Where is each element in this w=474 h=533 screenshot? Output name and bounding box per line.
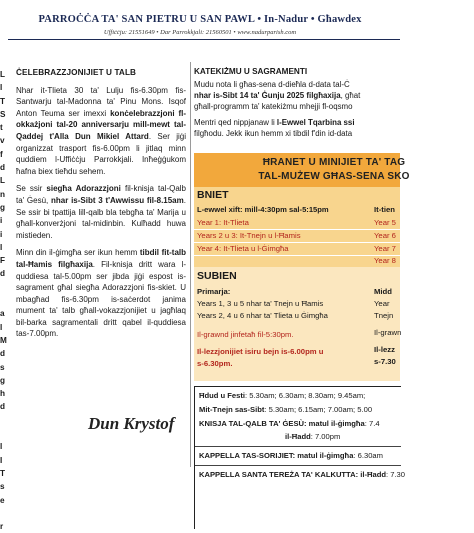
bniet-row: Year 1: It-Tlieta — [197, 218, 249, 227]
cutoff-char: r — [0, 522, 4, 532]
article-paragraph-2 — [16, 183, 186, 241]
header-divider — [8, 39, 400, 40]
text-span: Mentri qed nippjanaw li — [194, 118, 277, 128]
cutoff-char: F — [0, 256, 6, 266]
bniet-shift: L-ewwel xift: mill-4:30pm sal-5:15pm — [197, 205, 329, 214]
mass-times: : 6.30am — [353, 451, 383, 460]
bniet-row: Years 2 u 3: It-Tnejn u l-Ħamis — [197, 231, 301, 240]
sacraments-text — [194, 80, 400, 140]
sacraments-line — [194, 91, 400, 102]
bniet-row-right: Year 8 — [374, 256, 396, 265]
cutoff-char: l — [0, 242, 3, 252]
row-divider — [194, 229, 400, 230]
cutoff-char: e — [0, 495, 5, 505]
bniet-col2-heading: It-tien — [374, 205, 395, 214]
cutoff-char: g — [0, 202, 6, 212]
bniet-heading: BNIET — [197, 189, 229, 201]
cutoff-char: l — [0, 83, 3, 93]
cutoff-char: n — [0, 189, 6, 199]
museum-schedule-banner — [194, 153, 410, 187]
cutoff-char: i — [0, 229, 3, 239]
subien-section — [194, 267, 400, 381]
article-paragraph-1 — [16, 85, 186, 178]
mass-row — [199, 391, 365, 400]
column-divider — [190, 62, 191, 467]
cutoff-char: T — [0, 468, 6, 478]
mass-divider — [195, 465, 401, 466]
text-span-bold: nhar is-Sibt 3 t'Awwissu fil-8.15am — [51, 195, 184, 205]
cutoff-char — [0, 507, 14, 520]
mass-label: KAPPELLA TAS-SORIJIET: matul il-ġimgħa — [199, 451, 354, 460]
text-span: , għat — [340, 90, 361, 100]
mass-label: Ħdud u Festi — [199, 391, 245, 400]
cutoff-char: v — [0, 136, 5, 146]
cutoff-char — [0, 414, 14, 427]
sacraments-line — [194, 118, 400, 129]
cutoff-char: a — [0, 309, 5, 319]
bniet-section — [194, 187, 400, 267]
cutoff-char: d — [0, 269, 6, 279]
cutoff-char — [0, 294, 14, 307]
cutoff-char: d — [0, 402, 6, 412]
text-span-bold: tibdil fit-talb tal-Ħamis filgħaxija — [16, 248, 186, 269]
cutoff-char: i — [0, 216, 3, 226]
cutoff-char: L — [0, 70, 6, 79]
mass-divider — [195, 446, 401, 447]
sacraments-line: Mudu nota li għas-sena d-dieħla d-data tal-Ċ — [194, 80, 350, 89]
mass-times: : 7.00pm — [310, 432, 341, 441]
banner-line-1: ĦRANET U MINIJIET TA' TAG — [262, 157, 406, 168]
text-span: fil-knisja tal-Qalb ta' Ġesù, — [16, 184, 187, 205]
cutoff-char: h — [0, 389, 6, 399]
cutoff-char: s — [0, 482, 5, 492]
mass-row — [285, 432, 340, 441]
cutoff-char: t — [0, 123, 3, 133]
subien-heading: SUBIEN — [197, 270, 237, 282]
subien-lessons-right: Il-lezz — [374, 345, 395, 354]
sacraments-line: għall-programm ta' katekiżmu mhejji fl-oqsmo — [194, 101, 353, 111]
cutoff-char: l — [0, 442, 3, 452]
sacraments-heading: KATEKIŻMU U SAGRAMENTI — [194, 67, 308, 76]
subien-lessons: Il-lezzjonijiet isiru bejn is-6.00pm u — [197, 347, 324, 356]
cutoff-char: S — [0, 109, 6, 119]
cutoff-char — [0, 427, 14, 440]
mass-row — [199, 419, 380, 428]
cutoff-char: T — [0, 96, 6, 106]
row-divider — [194, 242, 400, 243]
mass-row — [199, 451, 383, 460]
text-span-bold: nhar is-Sibt 14 ta' Ġunju 2025 filgħaxija — [194, 90, 341, 100]
subien-col2-line: Year — [374, 299, 390, 308]
mass-row — [199, 470, 405, 479]
text-span-bold: l-Ewwel Tqarbina ssi — [276, 118, 355, 128]
mass-times: : 5.30am; 6.30am; 8.30am; 9.45am; — [244, 391, 366, 400]
subien-lessons: s-6.30pm. — [197, 359, 233, 368]
cutoff-char: l — [0, 322, 3, 332]
mass-row — [199, 405, 372, 414]
subien-line: Years 1, 3 u 5 nhar ta' Tnejn u Ħamis — [197, 299, 324, 308]
mass-times: : 5.30am; 6.15am; 7.00am; 5.00 — [264, 405, 373, 414]
article-celebrations — [16, 67, 186, 346]
bniet-row: Year 4: It-Tlieta u l-Ġimgħa — [197, 244, 289, 253]
bniet-row-right: Year 7 — [374, 244, 396, 253]
banner-line-2: TAL-MUŻEW GĦAS-SENA SKO — [258, 171, 410, 182]
mass-label: KAPPELLA SANTA TEREŻA TA' KALKUTTA: il-Ħadd — [199, 470, 386, 479]
text-span: . Fil-knisja dritt wara l-quddiesa tal-5.00pm ser jibda jiġi espost is-sagrament għal siegħa Adorazzjoni fis-skiet. U mbagħad fis-6.30pm is-saċerdot janima mument ta' talb għall-vokazzjonijiet u jagħlaq bil-barka sagramentali dritt qabel il-quddiesa tas-7.00pm. — [16, 259, 186, 339]
subien-line: Years 2, 4 u 6 nhar ta' Tlieta u Ġimgħa — [197, 311, 328, 320]
subien-primarja: Primarja: — [197, 287, 231, 296]
bniet-row-right: Year 6 — [374, 231, 396, 240]
text-span: Minn din il-ġimgħa ser ikun hemm — [16, 248, 140, 258]
mass-times: : 7.30 — [386, 470, 405, 479]
cutoff-char: g — [0, 375, 6, 385]
cutoff-char: I — [0, 455, 3, 465]
mass-label: KNISJA TAL-QALB TA' ĠESÙ: matul il-ġimgħa — [199, 419, 365, 428]
text-span: Se ssir — [16, 184, 47, 194]
subien-grawnd-right: Il-grawn — [374, 328, 402, 337]
mass-label: Mit-Tnejn sas-Sibt — [199, 405, 265, 414]
parish-contact-line: Uffiċċju: 21551649 • Dar Parrokkjali: 21560501 • www.nadurparish.com — [103, 29, 297, 36]
cutoff-char: f — [0, 149, 3, 159]
mass-times: : 7.4 — [364, 419, 380, 428]
sacraments-line: filgħodu. Jekk ikun hemm xi tibdil f'din id-data — [194, 129, 353, 139]
cutoff-char: d — [0, 349, 6, 359]
bniet-row-right: Year 5 — [374, 218, 396, 227]
text-span: . Ser jiġi organizzat trasport fis-6.00pm li jitlaq minn quddiem l-Uffiċċju Parrokkjali. Inħeġġukom ħafna biex tieħdu sehem. — [16, 131, 186, 176]
article-heading: ĊELEBRAZZJONIJIET U TALB — [16, 68, 137, 77]
mass-label: il-Ħadd — [285, 432, 311, 441]
row-divider — [194, 255, 400, 256]
subien-lessons-right: s-7.30 — [374, 357, 396, 366]
text-span-bold: siegħa Adorazzjoni — [46, 184, 121, 194]
text-span: Nhar it-Tlieta 30 ta' Lulju fis-6.30pm fis-Santwarju tal-Madonna ta' Pinu Mons. Isqof Anton Teuma ser imexxi — [16, 85, 186, 118]
subien-grawnd: Il-grawnd jinfetaħ fil-5:30pm. — [197, 330, 294, 339]
cutoff-char: L — [0, 176, 6, 186]
subien-col2-line: Tnejn — [374, 311, 394, 320]
cutoff-char: M — [0, 335, 7, 345]
parish-header-title: PARROĊĊA TA' SAN PIETRU U SAN PAWL • In-Nadur • Għawdex — [38, 14, 362, 25]
left-cutoff-column — [0, 68, 14, 533]
subien-col2-heading: Midd — [374, 287, 392, 296]
cutoff-char: s — [0, 362, 5, 372]
article-paragraph-3 — [16, 247, 186, 340]
cutoff-char — [0, 281, 14, 294]
signature: Dun Krystof — [88, 414, 175, 433]
text-span-bold: konċelebrazzjoni fl-okkażjoni tal-20 anniversarju mill-mewt tal-Qaddej t'Alla Dun Mikiel Attard — [16, 108, 187, 141]
mass-times-box — [194, 386, 405, 529]
cutoff-char: d — [0, 163, 6, 173]
text-span: . Se ssir bi tpattija lill-qalb bla tebgħa ta' Marija u għall-konverżjoni tal-midinbin. Kulħadd huwa mistieden. — [16, 195, 186, 240]
